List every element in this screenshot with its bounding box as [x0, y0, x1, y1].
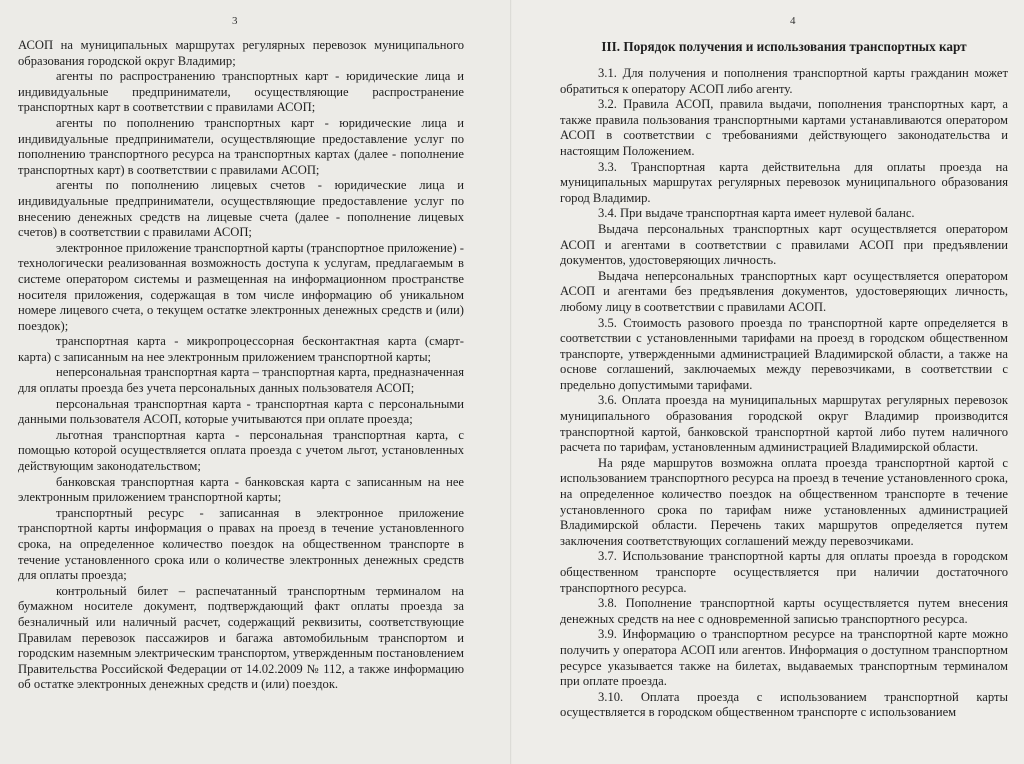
- right-page-number: 4: [790, 15, 796, 27]
- paragraph: агенты по пополнению лицевых счетов - юридические лица и индивидуальные предприниматели, осуществляющие предоставление услуг по внесению денежных средств на лицевые счета (далее - пополнение лицевых счетов) в соответствии с правилами АСОП;: [18, 178, 464, 240]
- paragraph: 3.6. Оплата проезда на муниципальных маршрутах регулярных перевозок муниципального образования городской округ Владимир производится транспортной картой, банковской транспортной картой либо путем наличного расчета по тарифам, установленным администрацией Владимирской области.: [560, 393, 1008, 455]
- paragraph: транспортный ресурс - записанная в электронное приложение транспортной карты информация о правах на проезд в течение установленного срока, на определенное количество поездок на общественном транспорте в течение установленного срока или о количестве электронных денежных средств для оплаты проезда;: [18, 505, 464, 583]
- right-page: [512, 0, 1024, 764]
- left-page-number: 3: [232, 15, 238, 27]
- paragraph: агенты по пополнению транспортных карт - юридические лица и индивидуальные предприниматели, осуществляющие предоставление услуг по пополнению транспортного ресурса на транспортных картах (далее - пополнение транспортных карт) в соответствии с правилами АСОП;: [18, 115, 464, 177]
- paragraph: 3.7. Использование транспортной карты для оплаты проезда в городском общественном транспорте осуществляется при наличии достаточного транспортного ресурса.: [560, 549, 1008, 595]
- paragraph: Выдача персональных транспортных карт осуществляется оператором АСОП и агентами в соответствии с правилами АСОП при предъявлении документов, удостоверяющих личность.: [560, 221, 1008, 268]
- paragraph: 3.3. Транспортная карта действительна для оплаты проезда на муниципальных маршрутах регулярных перевозок муниципального образования город Владимир.: [560, 159, 1008, 205]
- paragraph: 3.5. Стоимость разового проезда по транспортной карте определяется в соответствии с установленными тарифами на проезд в городском общественном транспорте, утвержденными администрацией Владимирской области, а также на основе соглашений, заключаемых между перевозчиками, в соответствии с предельно допустимыми тарифами.: [560, 315, 1008, 392]
- paragraph: 3.10. Оплата проезда с использованием транспортной карты осуществляется в городском общественном транспорте с использованием: [560, 689, 1008, 720]
- paragraph: персональная транспортная карта - транспортная карта с персональными данными пользователя АСОП, которые учитываются при оплате проезда;: [18, 396, 464, 427]
- paragraph: контрольный билет – распечатанный транспортным терминалом на бумажном носителе документ, подтверждающий факт оплаты проезда за безналичный или наличный расчет, содержащий реквизиты, соответствующие Правилам перевозок пассажиров и багажа автомобильным транспортом и городским наземным электрическим транспортом, утвержденным постановлением Правительства Российской Федерации от 14.02.2009 № 112, а также информацию об остатке электронных денежных средств и (или) поездок.: [18, 583, 464, 692]
- left-page-body: [18, 38, 464, 693]
- paragraph: Выдача неперсональных транспортных карт осуществляется оператором АСОП и агентами без предъявления документов, удостоверяющих личность, любому лицу в соответствии с правилами АСОП.: [560, 268, 1008, 314]
- paragraph: транспортная карта - микропроцессорная бесконтактная карта (смарт-карта) с записанным на нее электронным приложением транспортной карты;: [18, 334, 464, 364]
- paragraph: агенты по распространению транспортных карт - юридические лица и индивидуальные предприниматели, осуществляющие распространение транспортных карт в соответствии с правилами АСОП;: [18, 69, 464, 115]
- paragraph: 3.4. При выдаче транспортная карта имеет нулевой баланс.: [598, 206, 915, 221]
- right-page-body: [560, 66, 1008, 721]
- paragraph: 3.1. Для получения и пополнения транспортной карты гражданин может обратиться к оператору АСОП либо агенту.: [560, 66, 1008, 96]
- paragraph: банковская транспортная карта - банковская карта с записанным на нее электронным приложением транспортной карты;: [18, 474, 464, 505]
- paragraph: 3.8. Пополнение транспортной карты осуществляется путем внесения денежных средств на нее с одновременной записью транспортного ресурса.: [560, 596, 1008, 626]
- paragraph: неперсональная транспортная карта – транспортная карта, предназначенная для оплаты проезда без учета персональных данных пользователя АСОП;: [18, 365, 464, 396]
- paragraph: льготная транспортная карта - персональная транспортная карта, с помощью которой осуществляется оплата проезда с учетом льгот, установленных действующим законодательством;: [18, 427, 464, 474]
- section-title: III. Порядок получения и использования транспортных карт: [601, 39, 967, 54]
- paragraph: 3.2. Правила АСОП, правила выдачи, пополнения транспортных карт, а также правила пользования транспортными картами устанавливаются оператором АСОП в соответствии с требованиями действующего законодательства и настоящим Положением.: [560, 97, 1008, 158]
- paragraph: На ряде маршрутов возможна оплата проезда транспортной картой с использованием транспортного ресурса на проезд в течение установленного срока, на определенное количество поездок на общественном транспорте в течение установленного срока по тарифам ниже установленных администрацией Владимирской области. Перечень таких маршрутов определяется путем заключения соответствующих соглашений между перевозчиками.: [560, 455, 1008, 548]
- paragraph: 3.9. Информацию о транспортном ресурсе на транспортной карте можно получить у оператора АСОП или агентов. Информация о доступном транспортном ресурсе указывается также на билетах, выдаваемых транспортным терминалом при оплате проезда.: [560, 627, 1008, 689]
- paragraph: электронное приложение транспортной карты (транспортное приложение) - технологически реализованная возможность доступа к услугам, предлагаемым в системе оператором системы и размещенная на информационном пространстве носителя приложения, содержащая в том числе информацию об уникальном номере лицевого счета, о текущем остатке электронных денежных средств и (или) поездок);: [18, 240, 464, 333]
- paragraph: АСОП на муниципальных маршрутах регулярных перевозок муниципального образования городской округ Владимир;: [18, 38, 464, 68]
